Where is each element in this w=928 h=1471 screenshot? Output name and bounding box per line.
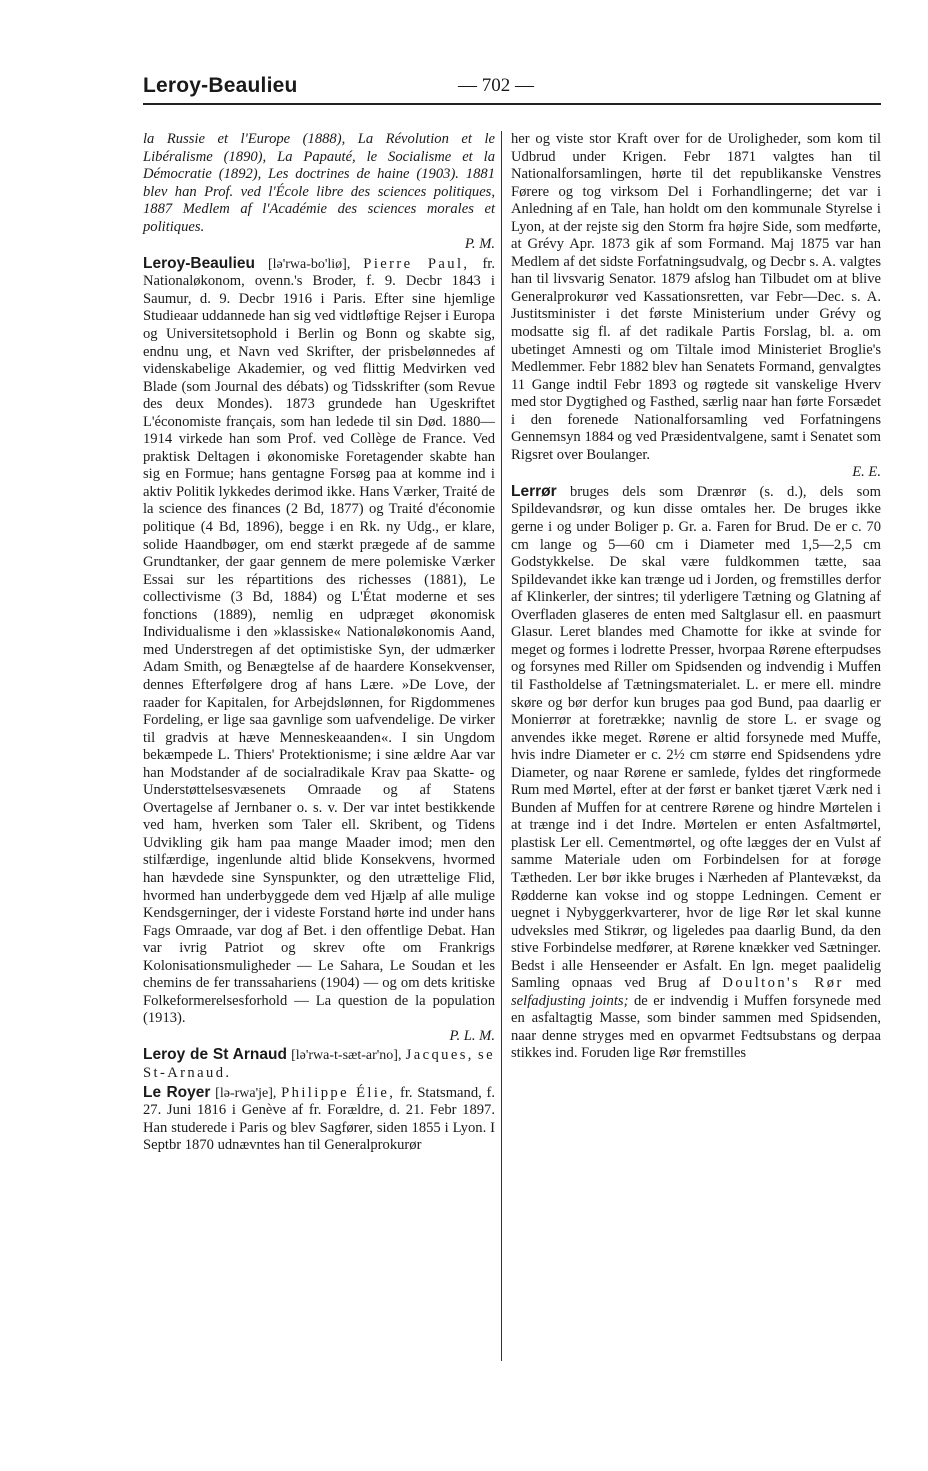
entry-lerror	[511, 483, 881, 1063]
entry-headword: Leroy de St Arnaud	[143, 1046, 287, 1064]
author-signature: P. L. M.	[449, 1027, 495, 1044]
entry-italic-term: selfadjusting joints;	[511, 992, 629, 1009]
entry-name: Jacques,	[405, 1047, 474, 1064]
entry-headword: Le Royer	[143, 1083, 211, 1101]
entry-spaced-name: Doulton's Rør	[722, 975, 844, 992]
left-column	[143, 131, 495, 1155]
entry-text: med	[855, 975, 881, 992]
entry-name: Philippe Élie,	[281, 1084, 396, 1101]
entry-leroy-beaulieu-pierre	[143, 255, 495, 1046]
running-head: Leroy-Beaulieu	[143, 74, 298, 97]
entry-text: de er indvendig i Muffen forsynede med en asfaltagtig Masse, som binder sammen med Spidsenden, naar denne stryges med en opvarmet Fedtsubstans og derpaa stikkes ind. Foruden lige Rør fremstilles	[511, 992, 881, 1062]
entry-pronunciation: [lə'rwa-t-sæt-ar'no],	[291, 1048, 402, 1064]
continued-text: her og viste stor Kraft over for de Uroligheder, som kom til Udbrud under Krigen. Febr 1871 valgtes han til Nationalforsamlingen, hørte til det republikanske Venstres Førere og tog virksom Del i Forhandlingerne; det var i Anledning af en Tale, han holdt om den kommunale Styrelse i Lyon, at der rejste sig den Storm fra højre Side, som medførte, at Grévy Apr. 1873 gik af som Formand. Maj 1875 var han Medlem af det sidste Forfatningsudvalg, og Decbr s. A. valgtes han til livsvarig Senator. 1879 afslog han Tilbudet om at blive Generalprokurør ved Kassationsretten, var Febr—Dec. s. A. Justitsminister i det første Ministerium under Grévy og modsatte sig fl. af det radikale Partis Forslag, bl. a. om ubetinget Amnesti og om Tiltale imod Ministeriet Broglie's Medlemmer. Febr 1882 blev han Senatets Formand, genvalgtes 11 Gange indtil Febr 1893 og røgtede sit vanskelige Hverv med stor Dygtighed og Fasthed, særlig naar han førte Forsædet i den forenede Nationalforsamling ved Forfatningens Gennemsyn 1884 og ved Præsidentvalgene, samt i Senatet som Rigsret over Boulanger.	[511, 131, 881, 463]
entry-text: fr. Statsmand, f. 27. Juni 1816 i Genève af fr. Forældre, d. 21. Febr 1897. Han studerede i Paris og blev Sagfører, siden 1855 i Lyon. I Septbr 1870 udnævntes han til Generalprokurør	[143, 1084, 496, 1154]
entry-text: bruges dels som Drænrør (s. d.), dels som Spildevandsrør, og kun disse omtales her. De bruges ikke gerne i og under Boliger p. Gr. a. Faren for Brud. De er c. 70 cm lange og 5—60 cm i Diameter med 1,5—2,5 cm Godstykkelse. De skal være fuldkommen tætte, saa Spildevandet ikke kan trænge ud i Jorden, og fremstilles derfor af Klinkerler, der sintres; til yderligere Tætning og Glatning af Overfladen glaseres de enten med Saltglasur ell. en paasmurt Glasur. Leret blandes med Chamotte for ikke at svinde for meget og formes i lodrette Presser, hvorpaa Rørene efterpudses og forsynes med Riller om Spidsenden og indvendig i Muffen til Fastholdelse af Tætningsmaterialet. L. er mere ell. mindre skøre og bør derfor kun bruges paa god Bund, paa daarlig er Monierrør at foretrække; navnlig de store L. er svage og anvendes ikke meget. Rørene er altid forsynede med Muffe, hvis indre Diameter er c. 2½ cm større end Spidsendens ydre Diameter, og naar Rørene er samlede, fyldes det ringformede Rum med Mørtel, efter at der først er banket tjæret Værk ned i Bunden af Muffen for at centrere Rørene og hindre Mørtelen i at trænge ind i det Indre. Mørtelen er enten Asfaltmørtel, plastisk Ler ell. Cementmørtel, og ofte lægges der en Vulst af samme Materiale uden om Forbindelsen for at forøge Tætheden. Ler bør ikke bruges i Nærheden af Plantevækst, da Rødderne kan vokse ind og stoppe Ledningen. Cement er uegnet i Nybyggerkvarterer, hvor de lige Rør let skal kunne udveksles med Stikrør, og ligeledes paa daarlig Bund, da den stive Forbindelse medfører, at Rørene knækker ved Sætninger. Bedst i alle Henseender er Asfalt. En lgn. meget paalidelig Samling opnaas ved Brug af	[511, 483, 881, 992]
column-divider	[501, 131, 502, 1361]
page-header	[143, 70, 881, 110]
entry-text: se St-Arnaud.	[143, 1047, 495, 1081]
continued-text: la Russie et l'Europe (1888), La Révolution et le Libéralisme (1890), La Papauté, le Socialisme et la Démocratie (1892), Les doctrines de haine (1903). 1881 blev han Prof. ved l'École libre des sciences politiques, 1887 Medlem af l'Académie des sciences morales et politiques.	[143, 131, 495, 235]
page-number: — 702 —	[458, 75, 534, 96]
entry-pronunciation: [lə'rwa-bo'liø],	[267, 256, 351, 272]
entry-leroy-de-st-arnaud	[143, 1046, 495, 1082]
right-column	[511, 131, 881, 1063]
continued-entry	[143, 131, 495, 254]
header-rule	[143, 103, 881, 105]
entry-headword: Lerrør	[511, 482, 557, 500]
continued-entry	[511, 131, 881, 482]
entry-name: Pierre Paul,	[363, 255, 470, 272]
author-signature: E. E.	[852, 464, 881, 481]
entry-headword: Leroy-Beaulieu	[143, 254, 255, 272]
entry-pronunciation: [lə-rwa'je],	[215, 1085, 277, 1101]
author-signature: P. M.	[464, 236, 495, 253]
entry-text: fr. Nationaløkonom, ovenn.'s Broder, f. 9. Decbr 1843 i Saumur, d. 9. Decbr 1916 i Paris. Efter sine hjemlige Studieaar uddannede han sig ved vidtløftige Rejser i Europa og Universitetsophold i Berlin og Bonn og skabte sig, endnu ung, et Navn ved Skrifter, der prisbelønnedes af videnskabelige Akademier, og ved flittig Medvirken ved Blade (som Journal des débats) og Tidsskrifter (som Revue des deux Mondes). 1873 grundede han Ugeskriftet L'économiste français, som han ledede til sin Død. 1880—1914 virkede han som Prof. ved Collège de France. Ved praktisk Deltagen i økonomiske Foretagender skabte han sig en Formue; hans gentagne Forsøg paa at komme ind i aktiv Politik lykkedes derimod ikke. Hans Værker, Traité de la science des finances (2 Bd, 1877) og Traité d'économie politique (4 Bd, 1896), begge i en Rk. ny Udg., er klare, solide Haandbøger, om end stærkt prægede af de samme Grundtanker, der gaar gennem de mere polemiske Værker Essai sur les répartitions des richesses (1881), Le collectivisme (3 Bd, 1884) og L'État moderne et ses fonctions (1889), nemlig en udpræget økonomisk Individualisme i den »klassiske« Nationaløkonomis Aand, med Understregen af det optimistiske Syn, der udmærker Adam Smith, og Benægtelse af de haardere Konsekvenser, dennes Efterfølgere drog af hans Lære. »De Love, der raader for Kapitalen, for Arbejdslønnen, for Rigdommenes Fordeling, er lige saa gavnlige som uafvendelige. De virker til gradvis at hæve Menneskeaanden«. I sin Ungdom bekæmpede L. Thiers' Protektionisme; i sine ældre Aar var han Modstander af de socialradikale Krav paa Skatte- og Understøttelsesvæsenets Omraade og af Statens Overtagelse af Jernbaner o. s. v. Der var intet bestikkende ved ham, hverken som Taler ell. Skribent, og Tidens Udvikling gik ham paa mange Maader imod; men den stilfærdige, ingenlunde altid blide Konsekvens, hvormed han hævdede sine Synspunkter, og den utrættelige Flid, hvormed han underbyggede dem ved Hjælp af alle mulige Kendsgerninger, der i videste Forstand hørte ind under hans Fags Omraade, var dog af Bet. i den offentlige Debat. Han var ivrig Patriot og skrev ofte om Frankrigs Kolonisationsmuligheder — Le Sahara, Le Soudan et les chemins de fer transsahariens (1904) — og om dets kritiske Folkeformerelsesforhold — La question de la population (1913).	[143, 255, 496, 1027]
entry-le-royer	[143, 1084, 495, 1155]
